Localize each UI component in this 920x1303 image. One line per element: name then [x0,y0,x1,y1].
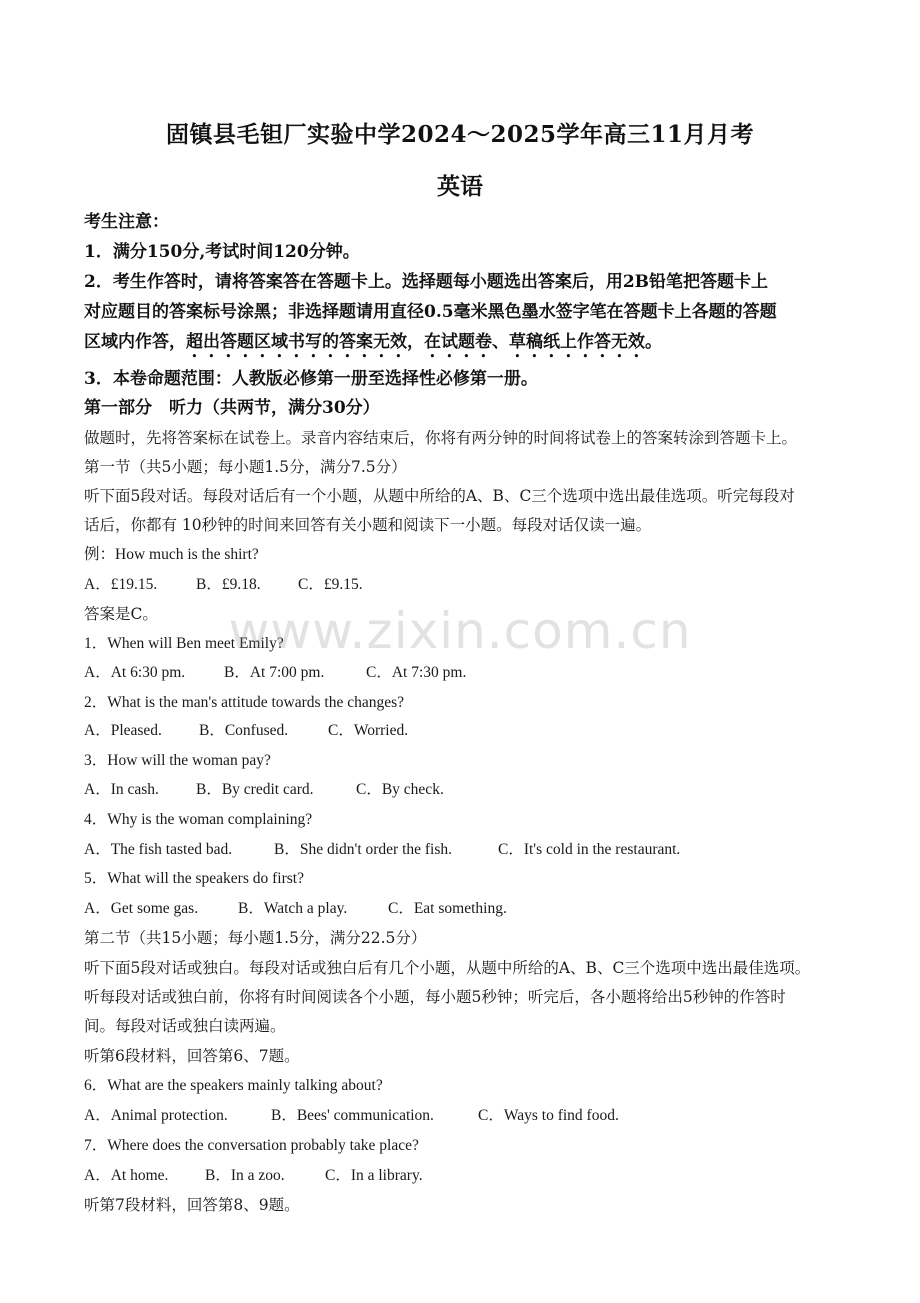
section2-instruction-line-3: 间。每段对话或独白读两遍。 [84,1017,286,1035]
example-options [84,575,363,595]
question-2: 2．What is the man's attitude towards the changes? [84,694,405,711]
question-3: 3．How will the woman pay? [84,752,271,769]
example-answer: 答案是C。 [84,605,158,623]
question-3-options [84,780,444,800]
example-option-a: A．£19.15. [84,576,158,593]
question-4: 4．Why is the woman complaining? [84,811,313,828]
question-1-options [84,663,466,683]
material-7-heading: 听第7段材料，回答第8、9题。 [84,1196,300,1214]
question-6-options [84,1106,619,1126]
question-7-option-c: C．In a library. [325,1167,423,1184]
question-5-options [84,899,507,919]
notice-item-2-line-3-plain: 区域内作答， [84,332,186,352]
question-4-option-a: A．The fish tasted bad. [84,841,233,858]
section2-instruction-line-1: 听下面5段对话或独白。每段对话或独白后有几个小题，从题中所给的A、B、C三个选项中选出最佳选项。 [84,959,811,977]
question-3-option-c: C．By check. [356,781,444,798]
example-option-c: C．£9.15. [298,576,363,593]
notice-heading: 考生注意： [84,212,169,232]
question-7: 7．Where does the conversation probably take place? [84,1137,419,1154]
question-3-option-a: A．In cash. [84,781,159,798]
example-question: 例：How much is the shirt? [84,546,259,563]
question-6-option-a: A．Animal protection. [84,1107,228,1124]
question-4-option-b: B．She didn't order the fish. [274,841,453,858]
notice-item-2-line-1: 2．考生作答时，请将答案答在答题卡上。选择题每小题选出答案后，用2B铅笔把答题卡上 [84,272,769,292]
question-6-option-b: B．Bees' communication. [271,1107,434,1124]
section1-heading: 第一节（共5小题；每小题1.5分，满分7.5分） [84,458,407,476]
exam-subject: 英语 [437,173,483,200]
notice-item-2-line-3-emphasis: 超出答题区域书写的答案无效，在试题卷、草稿纸上作答无效 [186,332,645,352]
question-1-option-b: B．At 7:00 pm. [224,664,325,681]
question-2-option-c: C．Worried. [328,722,409,739]
question-2-option-b: B．Confused. [199,722,289,739]
question-7-options [84,1166,423,1186]
question-7-option-a: A．At home. [84,1167,169,1184]
question-5: 5．What will the speakers do first? [84,870,304,887]
question-2-option-a: A．Pleased. [84,722,162,739]
question-7-option-b: B．In a zoo. [205,1167,285,1184]
question-1: 1．When will Ben meet Emily? [84,635,284,652]
question-4-option-c: C．It's cold in the restaurant. [498,841,681,858]
question-1-option-c: C．At 7:30 pm. [366,664,467,681]
section2-heading: 第二节（共15小题；每小题1.5分，满分22.5分） [84,929,427,947]
notice-item-2-line-2: 对应题目的答案标号涂黑；非选择题请用直径0.5毫米黑色墨水签字笔在答题卡上各题的答题 [84,302,777,322]
section1-instruction-line-2: 话后，你都有 10秒钟的时间来回答有关小题和阅读下一小题。每段对话仅读一遍。 [84,516,652,534]
notice-item-3: 3．本卷命题范围：人教版必修第一册至选择性必修第一册。 [84,369,538,389]
question-6: 6．What are the speakers mainly talking about? [84,1077,383,1094]
watermark: www.zixin.com.cn [228,602,692,660]
notice-item-1: 1．满分150分,考试时间120分钟。 [84,242,360,262]
question-5-option-b: B．Watch a play. [238,900,348,917]
material-6-heading: 听第6段材料，回答第6、7题。 [84,1047,300,1065]
exam-title: 固镇县毛钽厂实验中学2024～2025学年高三11月月考 [165,121,755,148]
question-1-option-a: A．At 6:30 pm. [84,664,186,681]
notice-item-2-line-3-end: 。 [645,332,662,352]
example-option-b: B．£9.18. [196,576,261,593]
section1-instruction-line-1: 听下面5段对话。每段对话后有一个小题，从题中所给的A、B、C三个选项中选出最佳选项。听完每段对 [84,487,795,505]
section2-instruction-line-2: 听每段对话或独白前，你将有时间阅读各个小题，每小题5秒钟；听完后，各小题将给出5秒钟的作答时 [84,988,786,1006]
part1-heading: 第一部分 听力（共两节，满分30分） [84,398,380,418]
question-2-options [84,721,408,741]
question-5-option-c: C．Eat something. [388,900,507,917]
question-5-option-a: A．Get some gas. [84,900,199,917]
question-3-option-b: B．By credit card. [196,781,314,798]
question-4-options [84,840,680,860]
part1-instruction: 做题时，先将答案标在试卷上。录音内容结束后，你将有两分钟的时间将试卷上的答案转涂到答题卡上。 [84,429,798,447]
question-6-option-c: C．Ways to find food. [478,1107,619,1124]
notice-item-2-line-3 [84,332,662,362]
